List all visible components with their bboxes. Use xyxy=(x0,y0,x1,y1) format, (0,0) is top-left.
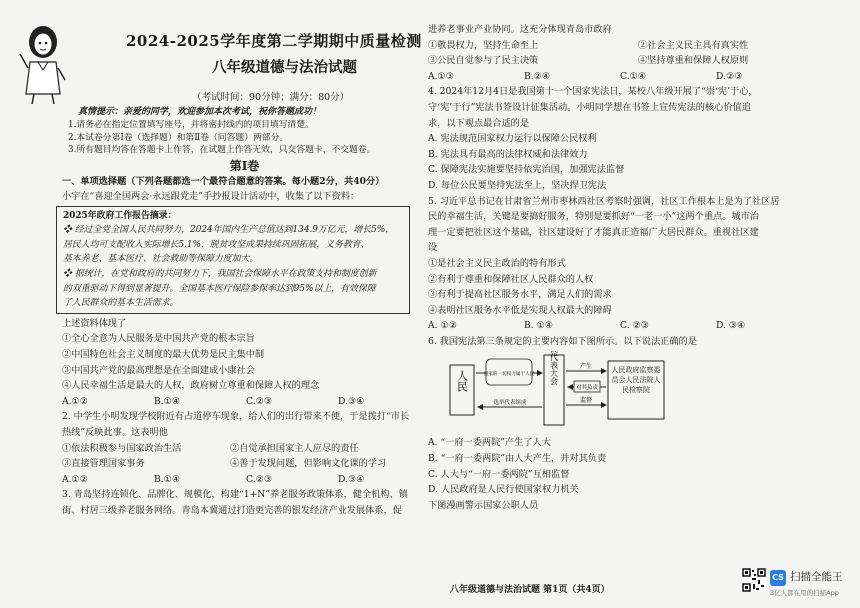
q6-option-a: A. “一府一委两院”产生了人大 xyxy=(428,437,551,449)
report-excerpt-box xyxy=(56,206,410,314)
cartoon-girl-icon xyxy=(18,24,68,106)
people-label: 人民 xyxy=(455,370,469,393)
supervise-label: 监督 xyxy=(579,397,593,405)
note-2: 2.本试卷分第Ⅰ卷（选择题）和第Ⅱ卷（问答题）两部分。 xyxy=(68,132,289,143)
q2-options xyxy=(62,472,427,488)
note-1: 1.请务必在指定位置填写座号，并将密封线内的项目填写清楚。 xyxy=(68,120,314,130)
q5-stem: 5. 习近平总书记在甘肃省兰州市枣林西社区考察时强调，社区工作根本上是为了社区居 xyxy=(428,195,780,207)
q4-stem: 4. 2024年12月4日是我国第十一个国家宪法日，某校八年级开展了“崇‘宪’于心， xyxy=(428,86,758,98)
box-line: ❖ 经过全党全国人民共同努力，2024年国内生产总值达到134.9万亿元，增长5%， xyxy=(63,225,395,236)
q2-items-row xyxy=(62,441,427,457)
q5-stem-cont: 理一定要把社区这个基础，社区建设好了才能真正造福广大居民群众。重视社区建 xyxy=(428,226,759,238)
q2-stem-cont: 热线”反映此事。这表明他 xyxy=(62,427,168,438)
q2-stem: 2. 中学生小明发现学校附近有占道停车现象，给人们的出行带来不便，于是拨打“市长 xyxy=(62,411,410,423)
q3-option-d: D.②③ xyxy=(716,70,743,82)
q5-item: ①是社会主义民主政治的特有形式 xyxy=(428,257,566,269)
q3-options xyxy=(428,69,813,85)
q4-option-c: C. 保障宪法实施要坚持依宪治国，加强宪法监督 xyxy=(428,164,625,176)
q5-option-c: C. ②③ xyxy=(620,320,650,332)
q2-item: ①依法积极参与国家政治生活 xyxy=(62,442,182,454)
q1-option-d: D.③④ xyxy=(338,395,365,407)
q1-item: ①全心全意为人民服务是中国共产党的根本宗旨 xyxy=(62,333,255,345)
exam-info: （考试时间：90分钟；满分：80分） xyxy=(192,92,350,103)
q1-item: ④人民幸福生活是最大的人权，政府树立尊重和保障人权的理念 xyxy=(62,380,320,392)
q3-item: ④坚持尊重和保障人权原则 xyxy=(638,55,749,67)
exam-subtitle: 八年级道德与法治试题 xyxy=(212,59,357,76)
q5-item: ③有利于提高社区服务水平，满足人们的需求 xyxy=(428,289,612,301)
q5-stem-cont: 设 xyxy=(428,242,438,254)
q2-option-d: D.③④ xyxy=(338,473,365,485)
q2-item: ④善于发现问题，但影响文化课的学习 xyxy=(230,458,387,470)
q5-stem-cont: 民的幸福生活，关键是要搞好服务，特别是要抓好“一老一小”这两个重点。城市治 xyxy=(428,211,759,223)
responsible-label: 对其负责 xyxy=(575,385,599,392)
box-line: ❖ 据统计，在党和政府的共同努力下，我国社会保障水平在政策支持和制度创新 xyxy=(63,269,377,280)
q4-option-b: B. 宪法具有最高的法律权威和法律效力 xyxy=(428,148,588,160)
q5-option-a: A. ①② xyxy=(428,320,457,332)
q2-option-c: C.②③ xyxy=(246,473,273,485)
right-column xyxy=(428,22,813,513)
q3-item: ③公民自觉参与了民主决策 xyxy=(428,55,539,67)
q2-item: ③直接管理国家事务 xyxy=(62,458,145,470)
q5-options xyxy=(428,318,813,334)
box-line: 的双重驱动下得到显著提升。全国基本医疗保险参保率达到95%以上，有效保障 xyxy=(63,283,376,294)
box-line: 基本养老、基本医疗、社会救助等保障力度加大。 xyxy=(63,254,259,265)
q3-stem-cont: 街、村居三级养老服务网络。青岛本冀通过打造更完善的银发经济产业发展体系，促 xyxy=(62,504,402,516)
box-line: 了人民群众的基本生活需求。 xyxy=(63,298,179,309)
q3-items-row xyxy=(428,53,813,69)
top-arrow-label: 国家的一切权力属于人民 xyxy=(483,372,535,378)
exam-title: 2024-2025学年度第二学期期中质量检测 xyxy=(126,32,422,50)
q3-option-a: A.①③ xyxy=(428,70,455,82)
q6-stem: 6. 我国宪法第三条规定的主要内容如下图所示。以下说法正确的是 xyxy=(428,335,697,347)
q4-stem-cont: 求，以下观点最合适的是 xyxy=(428,117,530,129)
left-column xyxy=(62,30,427,519)
q2-item: ②自觉承担国家主人应尽的责任 xyxy=(230,442,359,454)
q3-item: ①敬畏权力，坚持生命至上 xyxy=(428,39,539,51)
q1-option-a: A.①② xyxy=(62,395,89,407)
q1-stem: 上述资料体现了 xyxy=(62,317,127,329)
q5-option-d: D. ③④ xyxy=(716,320,746,332)
q5-item: ④表明社区服务水平低是实现人权最大的障碍 xyxy=(428,304,612,316)
section-intro: 小宇在“喜迎全国两会·永远跟党走”手抄报设计活动中，收集了以下资料： xyxy=(62,191,360,203)
q3-stem-end: 进养老事业产业协同。这充分体现青岛市政府 xyxy=(428,24,612,35)
q7-intro: 下图漫画警示国家公职人员 xyxy=(428,499,539,511)
q2-items-row xyxy=(62,456,427,472)
q1-option-c: C.②③ xyxy=(246,395,273,407)
box-line: 居民人均可支配收入实际增长5.1%，脱贫攻坚成果持续巩固拓展，义务教育、 xyxy=(63,239,370,250)
scanner-app-tagline: 3亿人都在用的扫描App xyxy=(770,589,839,597)
q4-option-d: D. 每位公民要坚持宪法至上，坚决捍卫宪法 xyxy=(428,179,607,191)
organs-label: 人民政府监察委员会人民法院人民检察院 xyxy=(611,366,661,395)
q1-item: ②中国特色社会主义制度的最大优势是民主集中制 xyxy=(62,349,265,361)
q3-items-row xyxy=(428,38,813,54)
q3-stem: 3. 青岛坚持连锁化、品牌化、规模化，构建“1+N”养老服务政策体系，健全机构、镇 xyxy=(62,489,408,501)
part-heading: 第Ⅰ卷 xyxy=(229,158,260,173)
q5-option-b: B. ①④ xyxy=(524,320,554,332)
q3-option-b: B.②④ xyxy=(524,70,551,82)
q3-option-c: C.①④ xyxy=(620,70,647,82)
qr-code-icon xyxy=(742,568,766,592)
q2-option-a: A.①② xyxy=(62,473,89,485)
q6-option-b: B. “一府一委两院”由人大产生，并对其负责 xyxy=(428,453,607,465)
npc-label: 人民代表大会 xyxy=(549,351,559,386)
q6-option-d: D. 人民政府是人民行使国家权力机关 xyxy=(428,484,579,496)
q6-option-c: C. 人大与“一府一委两院”互相监督 xyxy=(428,468,570,480)
constitution-diagram xyxy=(448,351,668,429)
q5-item: ②有利于尊重和保障社区人民群众的人权 xyxy=(428,273,594,285)
q4-stem-cont: 守‘宪’于行”宪法书签设计征集活动。小明同学想在书签上宣传宪法的核心价值追 xyxy=(428,101,751,113)
tip-text: 真情提示：亲爱的同学，欢迎参加本次考试，祝你答题成功！ xyxy=(78,107,322,117)
produce-label: 产生 xyxy=(579,363,593,371)
q2-option-b: B.①④ xyxy=(154,473,181,485)
q3-item: ②社会主义民主具有真实性 xyxy=(638,39,749,51)
note-3: 3.所有题目均答在答题卡上作答，在试题上作答无效，只交答题卡，不交题卷。 xyxy=(68,145,376,155)
q1-option-b: B.①④ xyxy=(154,395,181,407)
q1-item: ③中国共产党的最高理想是在全面建成小康社会 xyxy=(62,364,255,376)
scanner-logo-icon: CS xyxy=(770,570,786,586)
scanner-app-name: 扫描全能王 xyxy=(790,571,843,583)
page-footer: 八年级道德与法治试题 第1页（共4页） xyxy=(450,585,610,595)
bottom-arrow-label: 选举代表组成 xyxy=(493,400,527,407)
box-title: 2025年政府工作报告摘录： xyxy=(63,210,177,221)
q1-options xyxy=(62,394,427,410)
section-heading: 一、单项选择题（下列各题都选一个最符合题意的答案。每小题2分，共40分） xyxy=(62,175,385,187)
q4-option-a: A. 宪法规范国家权力运行以保障公民权利 xyxy=(428,133,597,145)
